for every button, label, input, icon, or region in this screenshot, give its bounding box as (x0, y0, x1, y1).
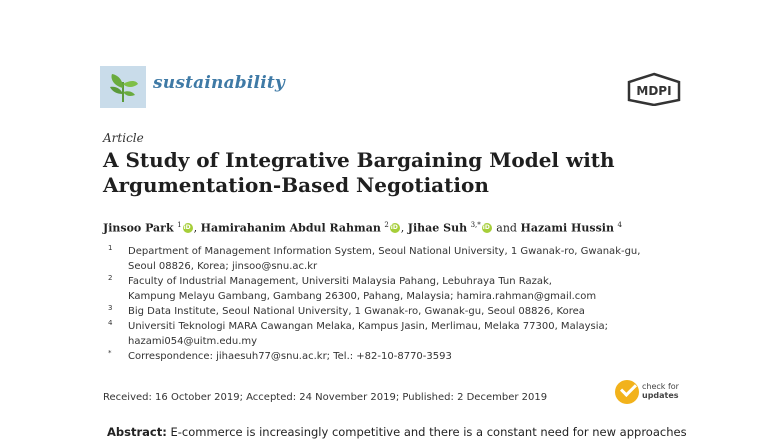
article-type: Article (103, 131, 144, 145)
checkmark-icon (615, 380, 639, 404)
affiliation-item: 4 Universiti Teknologi MARA Cawangan Melaka, Kampus Jasin, Merlimau, Melaka 77300, Malaysia; hazami054@uitm.edu.my (103, 319, 688, 349)
plant-icon (100, 66, 146, 108)
mdpi-logo (626, 72, 682, 106)
affiliation-number: 1 (108, 244, 113, 252)
author-name: Hazami Hussin (520, 221, 614, 235)
author-affil-ref: 2 (384, 221, 389, 229)
publisher-name: MDPI (636, 84, 672, 98)
affiliation-number: 3 (108, 304, 113, 312)
correspondence-item: * Correspondence: jihaesuh77@snu.ac.kr; Tel.: +82-10-8770-3593 (103, 349, 688, 364)
page-title (103, 148, 703, 198)
abstract-label: Abstract: (107, 425, 167, 439)
affiliation-list (103, 244, 688, 364)
author-affil-ref: 3,* (470, 221, 481, 229)
publication-dates: Received: 16 October 2019; Accepted: 24 November 2019; Published: 2 December 2019 (103, 392, 548, 403)
author-name: Jihae Suh (407, 221, 468, 235)
author-affil-ref: 4 (617, 221, 622, 229)
affiliation-item: 1 Department of Management Information System, Seoul National University, 1 Gwanak-ro, Gwanak-gu, Seoul 08826, Korea; jinsoo@snu.ac.kr (103, 244, 688, 274)
journal-name: sustainability (153, 73, 285, 93)
affiliation-number: * (108, 349, 112, 357)
affiliation-number: 2 (108, 274, 113, 282)
orcid-icon[interactable] (482, 223, 492, 233)
author-list: Jinsoo Park $^1$iD , Hamirahanim Abdul Rahman $^2$iD , Jihae Suh $^{3,*}$iD and Hazami Hussin $^4$ (103, 221, 622, 235)
author-name: Hamirahanim Abdul Rahman (200, 221, 381, 235)
affiliation-number: 4 (108, 319, 113, 327)
orcid-icon[interactable] (183, 223, 193, 233)
affiliation-item: 2 Faculty of Industrial Management, Universiti Malaysia Pahang, Lebuhraya Tun Razak, Kampung Melayu Gambang, Gambang 26300, Pahang, Malaysia; hamira.rahman@gmail.com (103, 274, 688, 304)
abstract-text: E-commerce is increasingly competitive and there is a constant need for new approaches (166, 425, 687, 439)
journal-logo (100, 66, 146, 108)
orcid-icon[interactable] (390, 223, 400, 233)
affiliation-item: 3 Big Data Institute, Seoul National University, 1 Gwanak-ro, Gwanak-gu, Seoul 08826, Korea (103, 304, 688, 319)
check-for-updates-button[interactable]: check for updates (615, 378, 683, 406)
author-affil-ref: 1 (177, 221, 182, 229)
author-name: Jinsoo Park (103, 221, 174, 235)
title-line-2: Argumentation-Based Negotiation (103, 173, 489, 197)
title-line-1: A Study of Integrative Bargaining Model with (103, 148, 615, 172)
abstract (107, 425, 687, 439)
